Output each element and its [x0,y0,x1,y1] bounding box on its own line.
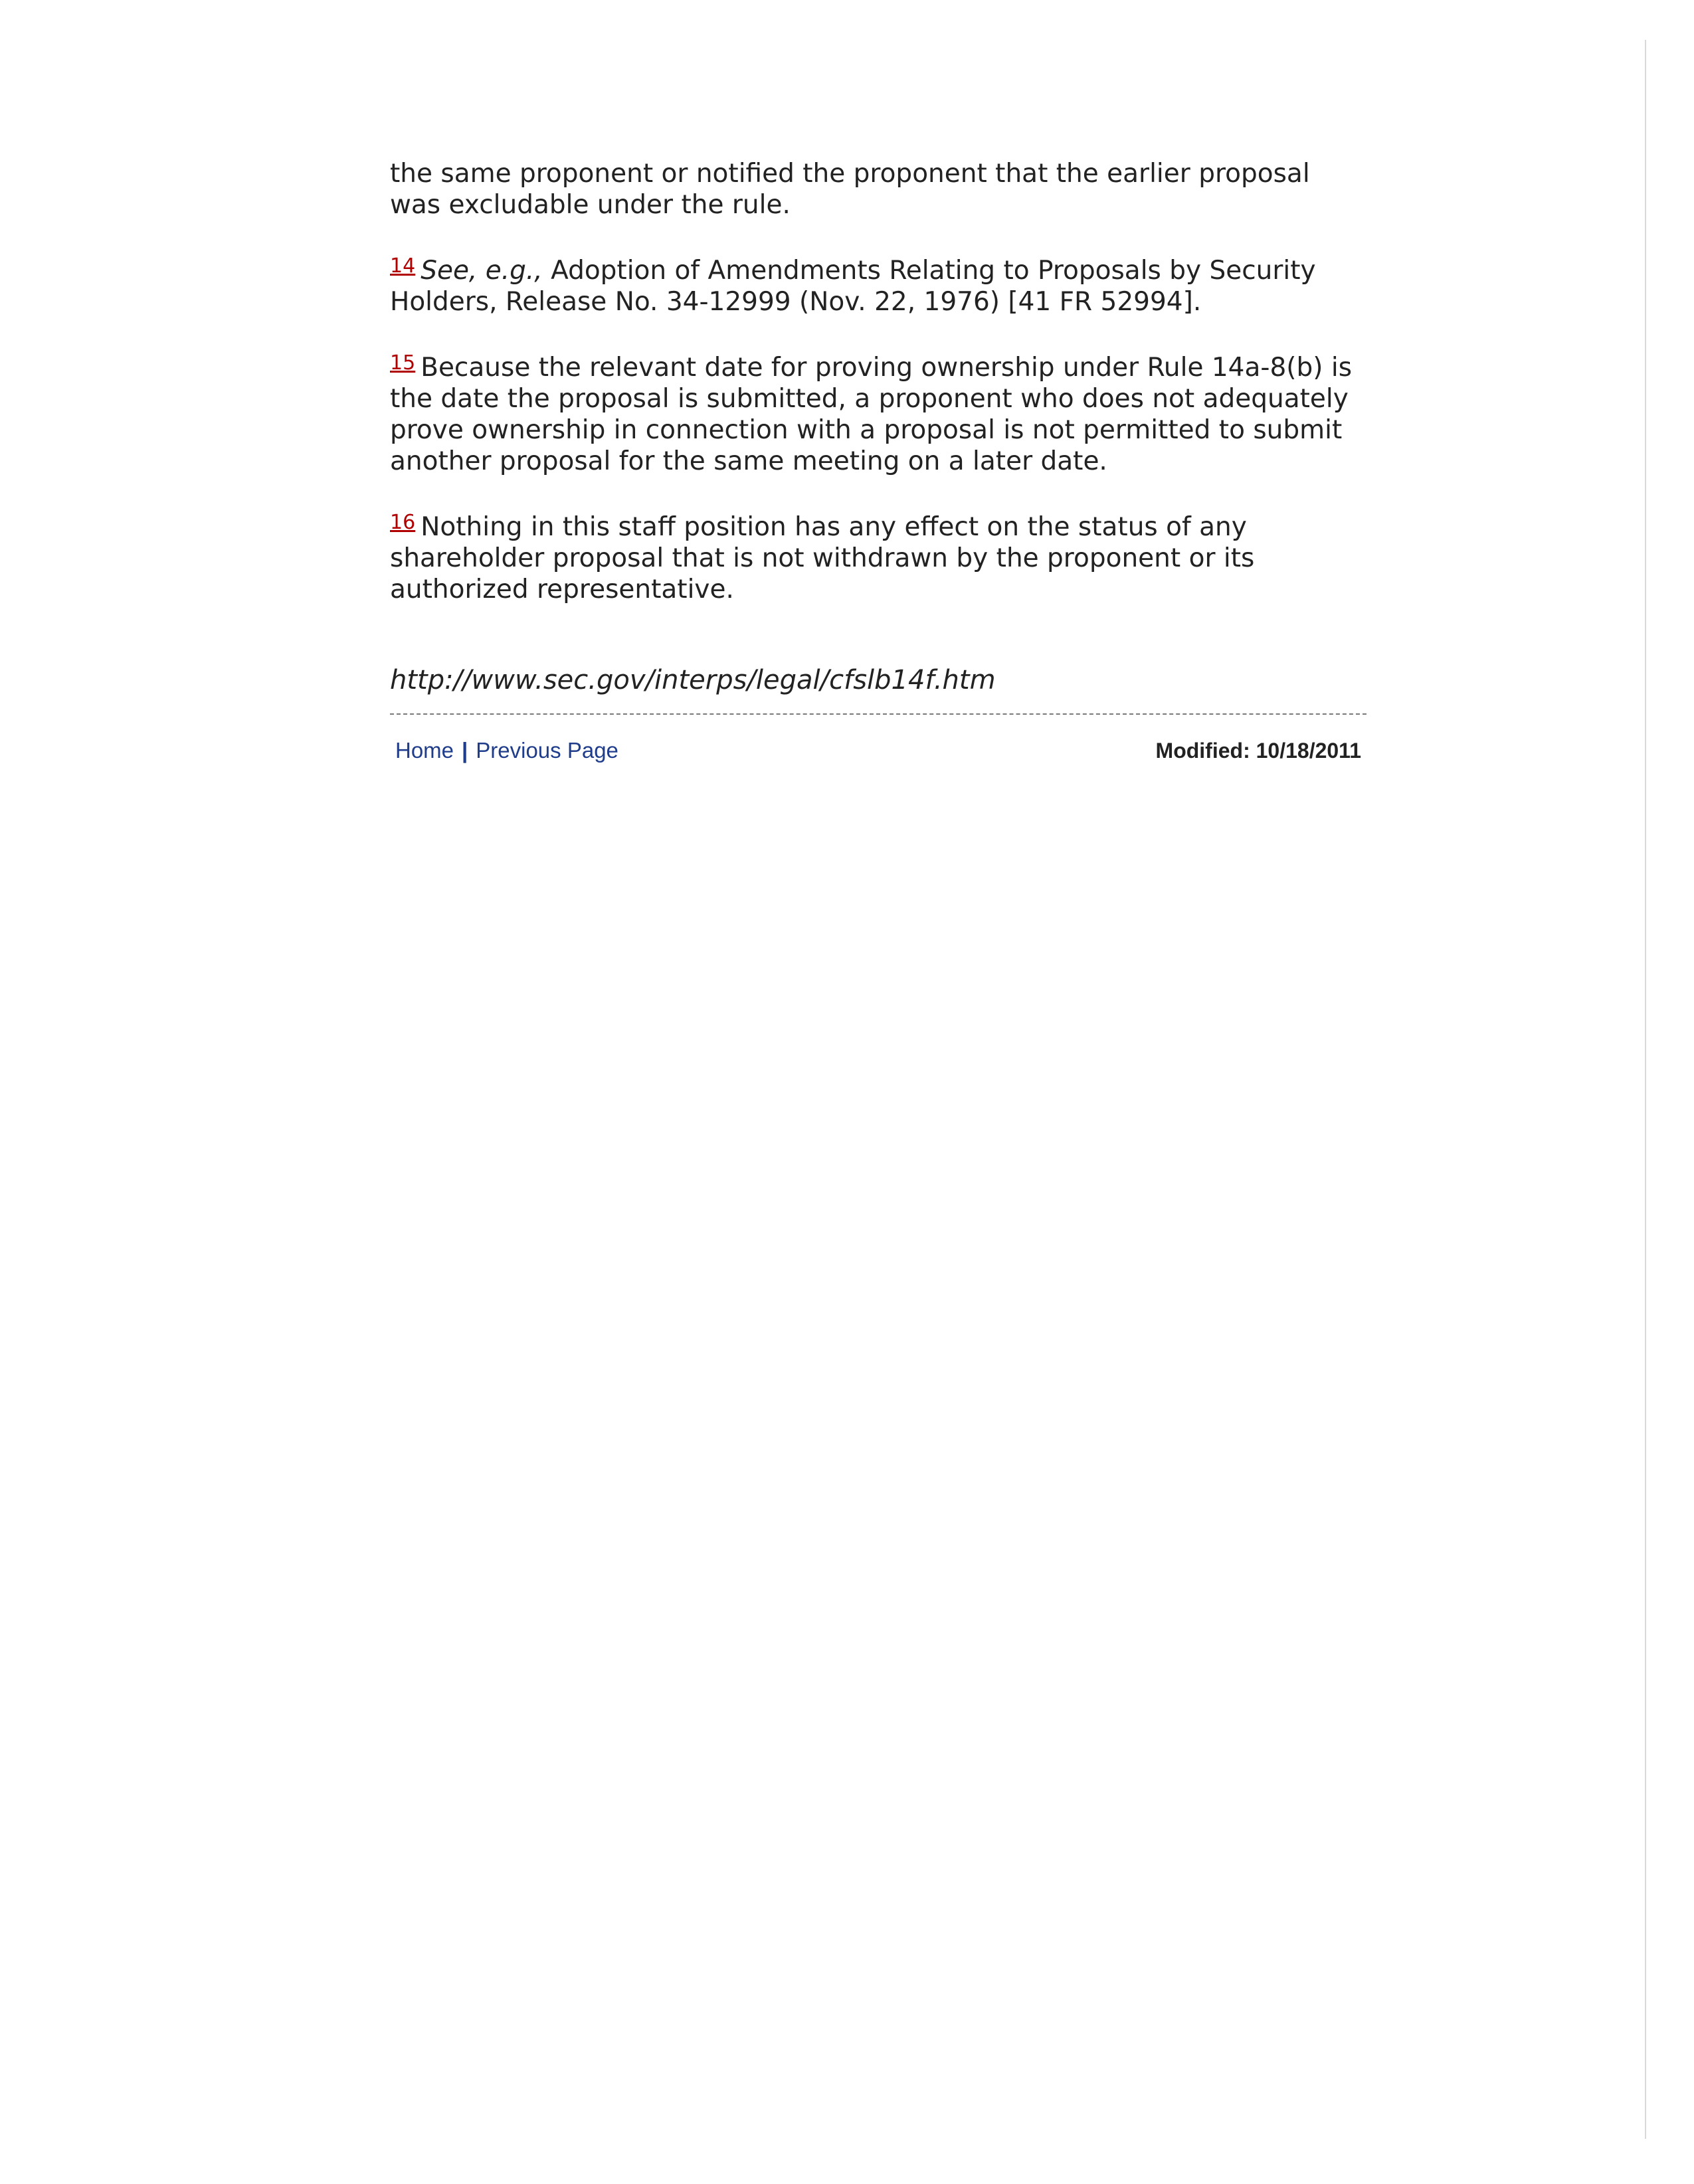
modified-date: Modified: 10/18/2011 [1155,739,1361,763]
footer-separator: | [462,738,468,763]
scan-edge-line [1645,40,1646,2139]
footnote-16-text: Nothing in this staff position has any effect on the status of any shareholder proposal that is not withdrawn by the proponent or its authorized representative. [390,512,1255,604]
footnote-14-lead: See, e.g., [421,256,543,286]
home-link[interactable]: Home [395,738,454,763]
source-url: http://www.sec.gov/interps/legal/cfslb14f.htm [390,665,996,695]
footnote-16-link[interactable]: 16 [390,511,416,534]
previous-page-link[interactable]: Previous Page [476,738,618,763]
footnote-15 [390,347,1366,477]
continued-footnote-text: the same proponent or notified the proponent that the earlier proposal was excludable under the rule. [390,159,1310,220]
page-footer [390,735,1366,767]
footnote-14 [390,250,1366,318]
footnote-14-link[interactable]: 14 [390,254,416,278]
footnote-15-text: Because the relevant date for proving ownership under Rule 14a-8(b) is the date the proposal is submitted, a proponent who does not adequately prove ownership in connection with a proposal is not permitted to submit another proposal for the same meeting on a later date. [390,353,1353,476]
footnote-15-link[interactable]: 15 [390,351,416,375]
footnote-16 [390,507,1366,605]
document-body [390,158,1366,767]
footnote-14-text: Adoption of Amendments Relating to Proposals by Security Holders, Release No. 34-12999 (Nov. 22, 1976) [41 FR 52994]. [390,256,1316,317]
footer-divider [390,713,1366,715]
footer-nav [395,735,618,766]
